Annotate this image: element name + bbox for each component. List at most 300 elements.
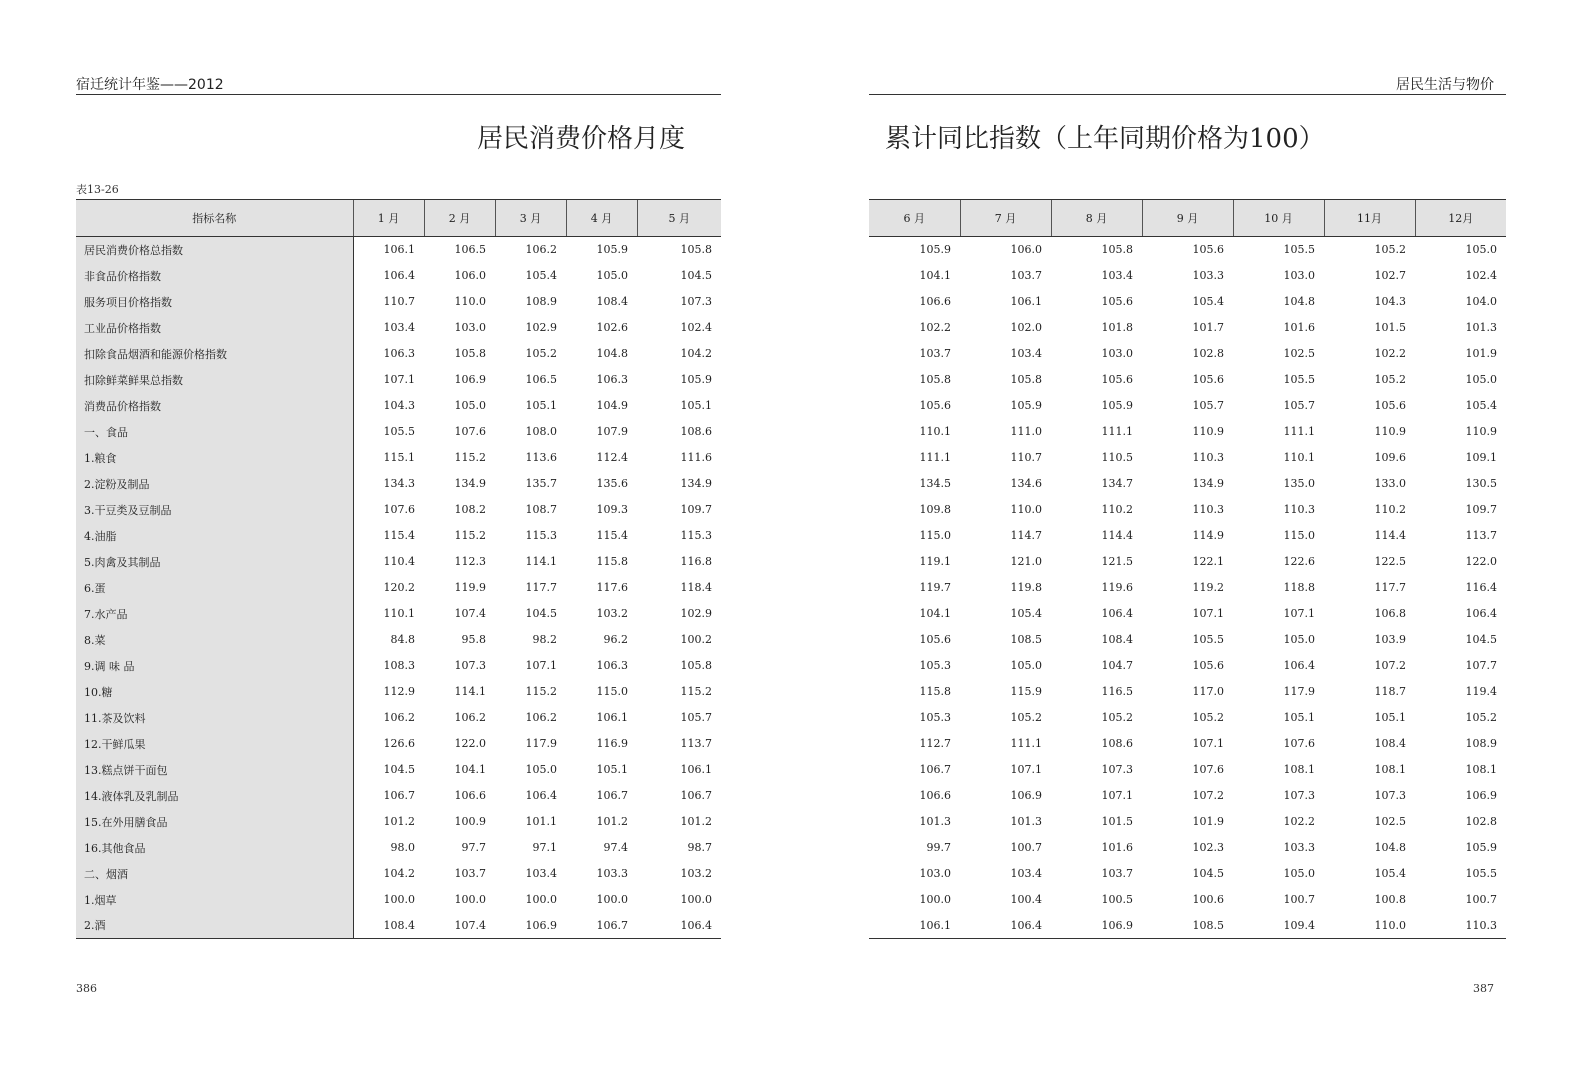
- table-cell: 104.3: [383, 399, 415, 412]
- table-row: [76, 471, 721, 497]
- table-cell: 105.0: [454, 399, 486, 412]
- table-cell: 101.7: [1192, 321, 1224, 334]
- table-cell: 102.0: [1010, 321, 1042, 334]
- table-cell: 97.4: [603, 841, 628, 854]
- table-cell: 111.1: [1283, 425, 1315, 438]
- table-cell: 108.5: [1142, 913, 1233, 939]
- table-cell: 119.1: [919, 555, 951, 568]
- column-header-month: 5 月: [637, 200, 721, 237]
- table-cell: 104.5: [383, 763, 415, 776]
- table-cell: 105.9: [680, 373, 712, 386]
- table-row: [76, 237, 721, 263]
- table-cell: 107.6: [383, 503, 415, 516]
- column-header-month: 7 月: [960, 200, 1051, 237]
- table-cell: 107.6: [454, 425, 486, 438]
- cpi-table-left: [76, 199, 721, 939]
- table-cell: 134.9: [1192, 477, 1224, 490]
- table-cell: 105.5: [1283, 243, 1315, 257]
- table-cell: 107.9: [596, 425, 628, 438]
- table-row: [76, 705, 721, 731]
- table-row: [869, 549, 1506, 575]
- table-cell: 105.3: [919, 711, 951, 724]
- table-cell: 115.4: [383, 529, 415, 542]
- table-cell: 109.8: [919, 503, 951, 516]
- table-cell: 103.3: [1192, 269, 1224, 282]
- table-cell: 105.1: [525, 399, 557, 412]
- table-row: [869, 471, 1506, 497]
- table-cell: 106.7: [919, 763, 951, 776]
- table-row: [869, 263, 1506, 289]
- table-cell: 117.9: [1283, 685, 1315, 698]
- table-cell: 105.0: [1283, 867, 1315, 880]
- table-cell: 119.9: [454, 581, 486, 594]
- table-cell: 100.0: [919, 893, 951, 906]
- right-page: [793, 0, 1587, 1077]
- table-cell: 106.2: [454, 711, 486, 724]
- table-cell: 100.9: [454, 815, 486, 828]
- header-rule-left: [76, 94, 721, 95]
- table-cell: 104.0: [1465, 295, 1497, 308]
- table-cell: 107.7: [1465, 659, 1497, 672]
- table-cell: 107.1: [525, 659, 557, 672]
- table-cell: 105.2: [1192, 711, 1224, 724]
- table-cell: 106.7: [680, 789, 712, 802]
- table-cell: 101.8: [1101, 321, 1133, 334]
- table-cell: 103.7: [1010, 269, 1042, 282]
- table-row: [869, 731, 1506, 757]
- table-row: [869, 809, 1506, 835]
- table-row: [76, 757, 721, 783]
- table-row: [869, 601, 1506, 627]
- table-row: [869, 315, 1506, 341]
- table-cell: 108.6: [680, 425, 712, 438]
- table-cell: 135.6: [596, 477, 628, 490]
- table-cell: 110.3: [1192, 451, 1224, 464]
- table-cell: 100.7: [1010, 841, 1042, 854]
- row-label: 工业品价格指数: [76, 315, 353, 341]
- table-cell: 111.1: [919, 451, 951, 464]
- left-page: [0, 0, 793, 1077]
- table-cell: 102.9: [525, 321, 557, 334]
- table-cell: 101.9: [1465, 347, 1497, 360]
- table-cell: 103.3: [596, 867, 628, 880]
- row-label: 15.在外用膳食品: [76, 809, 353, 835]
- table-cell: 106.9: [495, 913, 566, 939]
- table-cell: 100.0: [596, 893, 628, 906]
- table-cell: 105.6: [1192, 659, 1224, 672]
- table-cell: 106.1: [383, 243, 415, 257]
- table-cell: 115.2: [454, 529, 486, 542]
- table-cell: 99.7: [926, 841, 951, 854]
- table-cell: 120.2: [383, 581, 415, 594]
- table-cell: 117.7: [525, 581, 557, 594]
- table-cell: 101.3: [1010, 815, 1042, 828]
- row-label: 10.糖: [76, 679, 353, 705]
- row-label: 2.淀粉及制品: [76, 471, 353, 497]
- table-cell: 108.4: [353, 913, 424, 939]
- table-cell: 121.5: [1101, 555, 1133, 568]
- table-cell: 112.3: [454, 555, 486, 568]
- table-row: [869, 393, 1506, 419]
- table-row: [869, 653, 1506, 679]
- table-cell: 103.9: [1374, 633, 1406, 646]
- table-row: [869, 523, 1506, 549]
- table-cell: 97.1: [532, 841, 557, 854]
- table-cell: 104.1: [454, 763, 486, 776]
- table-row: [76, 653, 721, 679]
- table-cell: 110.3: [1283, 503, 1315, 516]
- table-cell: 105.8: [680, 243, 712, 257]
- table-cell: 105.2: [1374, 373, 1406, 386]
- table-cell: 105.0: [1010, 659, 1042, 672]
- table-cell: 104.1: [919, 607, 951, 620]
- table-cell: 101.1: [525, 815, 557, 828]
- table-row: [76, 835, 721, 861]
- table-number: 表13-26: [76, 183, 119, 196]
- table-cell: 101.3: [1465, 321, 1497, 334]
- table-cell: 100.8: [1374, 893, 1406, 906]
- table-cell: 107.3: [1283, 789, 1315, 802]
- table-cell: 107.3: [680, 295, 712, 308]
- table-cell: 105.5: [383, 425, 415, 438]
- table-cell: 105.6: [1101, 373, 1133, 386]
- table-cell: 106.4: [637, 913, 721, 939]
- table-cell: 103.7: [919, 347, 951, 360]
- table-cell: 105.6: [919, 633, 951, 646]
- table-row: [869, 445, 1506, 471]
- row-label: 13.糕点饼干面包: [76, 757, 353, 783]
- table-cell: 106.7: [596, 789, 628, 802]
- table-cell: 103.2: [680, 867, 712, 880]
- row-label: 消费品价格指数: [76, 393, 353, 419]
- header-rule-right: [869, 94, 1506, 95]
- table-cell: 100.0: [383, 893, 415, 906]
- table-cell: 105.4: [1010, 607, 1042, 620]
- table-row: [76, 419, 721, 445]
- table-row: [869, 861, 1506, 887]
- table-cell: 104.2: [680, 347, 712, 360]
- table-cell: 106.4: [1465, 607, 1497, 620]
- table-cell: 109.7: [680, 503, 712, 516]
- table-cell: 106.6: [454, 789, 486, 802]
- table-cell: 103.7: [454, 867, 486, 880]
- table-cell: 106.9: [454, 373, 486, 386]
- table-cell: 122.5: [1374, 555, 1406, 568]
- row-label: 服务项目价格指数: [76, 289, 353, 315]
- table-cell: 102.2: [919, 321, 951, 334]
- table-cell: 106.1: [869, 913, 960, 939]
- table-cell: 106.4: [1101, 607, 1133, 620]
- table-cell: 117.9: [525, 737, 557, 750]
- table-cell: 105.9: [919, 243, 951, 257]
- table-cell: 108.4: [1374, 737, 1406, 750]
- row-label: 9.调 味 品: [76, 653, 353, 679]
- table-row: [869, 627, 1506, 653]
- table-cell: 108.2: [454, 503, 486, 516]
- table-cell: 104.1: [919, 269, 951, 282]
- table-cell: 105.2: [525, 347, 557, 360]
- table-row: [869, 419, 1506, 445]
- table-cell: 105.9: [1465, 841, 1497, 854]
- table-cell: 134.3: [383, 477, 415, 490]
- table-cell: 110.0: [1010, 503, 1042, 516]
- table-cell: 105.1: [680, 399, 712, 412]
- table-cell: 107.1: [1101, 789, 1133, 802]
- table-cell: 101.5: [1374, 321, 1406, 334]
- table-cell: 105.1: [1374, 711, 1406, 724]
- table-row: [76, 861, 721, 887]
- table-cell: 106.7: [383, 789, 415, 802]
- table-cell: 119.2: [1192, 581, 1224, 594]
- column-header-month: 10 月: [1233, 200, 1324, 237]
- table-cell: 100.4: [1010, 893, 1042, 906]
- table-cell: 106.4: [960, 913, 1051, 939]
- table-cell: 119.7: [919, 581, 951, 594]
- row-label: 4.油脂: [76, 523, 353, 549]
- table-cell: 100.5: [1101, 893, 1133, 906]
- table-cell: 103.0: [919, 867, 951, 880]
- row-label: 居民消费价格总指数: [76, 237, 353, 263]
- table-cell: 106.5: [525, 373, 557, 386]
- table-cell: 102.6: [596, 321, 628, 334]
- table-cell: 106.2: [525, 243, 557, 257]
- table-cell: 106.1: [680, 763, 712, 776]
- table-cell: 121.0: [1010, 555, 1042, 568]
- table-row: [869, 575, 1506, 601]
- row-label: 2.酒: [76, 913, 353, 939]
- row-label: 3.干豆类及豆制品: [76, 497, 353, 523]
- table-cell: 106.5: [454, 243, 486, 257]
- table-cell: 116.8: [680, 555, 712, 568]
- table-cell: 106.0: [454, 269, 486, 282]
- table-cell: 108.9: [1465, 737, 1497, 750]
- table-cell: 105.1: [1283, 711, 1315, 724]
- page-number-right: 387: [1473, 982, 1494, 995]
- table-cell: 101.3: [919, 815, 951, 828]
- row-label: 14.液体乳及乳制品: [76, 783, 353, 809]
- table-cell: 105.0: [1465, 373, 1497, 386]
- table-cell: 108.4: [1101, 633, 1133, 646]
- table-cell: 105.6: [1192, 373, 1224, 386]
- table-cell: 115.2: [525, 685, 557, 698]
- table-cell: 115.0: [596, 685, 628, 698]
- table-cell: 115.8: [919, 685, 951, 698]
- table-cell: 103.0: [454, 321, 486, 334]
- table-cell: 118.8: [1283, 581, 1315, 594]
- table-header-row: [76, 200, 721, 237]
- table-row: [76, 289, 721, 315]
- table-cell: 110.1: [919, 425, 951, 438]
- table-cell: 105.2: [1465, 711, 1497, 724]
- table-cell: 108.0: [525, 425, 557, 438]
- table-cell: 116.5: [1101, 685, 1133, 698]
- table-cell: 105.2: [1374, 243, 1406, 257]
- table-cell: 115.0: [1283, 529, 1315, 542]
- table-row: [76, 497, 721, 523]
- row-label: 非食品价格指数: [76, 263, 353, 289]
- table-cell: 111.1: [1010, 737, 1042, 750]
- table-cell: 100.0: [525, 893, 557, 906]
- table-cell: 104.3: [1374, 295, 1406, 308]
- table-cell: 111.1: [1101, 425, 1133, 438]
- table-cell: 104.8: [596, 347, 628, 360]
- table-cell: 122.0: [454, 737, 486, 750]
- table-cell: 103.4: [1101, 269, 1133, 282]
- table-cell: 114.1: [454, 685, 486, 698]
- table-cell: 110.0: [1324, 913, 1415, 939]
- table-cell: 105.8: [1101, 243, 1133, 257]
- table-cell: 114.7: [1010, 529, 1042, 542]
- table-row: [869, 237, 1506, 263]
- table-cell: 109.4: [1233, 913, 1324, 939]
- row-label: 扣除食品烟酒和能源价格指数: [76, 341, 353, 367]
- table-cell: 106.9: [1465, 789, 1497, 802]
- table-row: [76, 315, 721, 341]
- table-cell: 106.4: [383, 269, 415, 282]
- row-label: 扣除鲜菜鲜果总指数: [76, 367, 353, 393]
- table-cell: 122.6: [1283, 555, 1315, 568]
- table-cell: 105.2: [1101, 711, 1133, 724]
- table-cell: 106.1: [596, 711, 628, 724]
- table-cell: 108.1: [1465, 763, 1497, 776]
- row-label: 二、烟酒: [76, 861, 353, 887]
- table-row: [76, 445, 721, 471]
- table-cell: 102.8: [1465, 815, 1497, 828]
- table-cell: 100.2: [680, 633, 712, 646]
- table-cell: 112.7: [919, 737, 951, 750]
- table-cell: 105.0: [1283, 633, 1315, 646]
- table-cell: 104.5: [525, 607, 557, 620]
- table-cell: 103.4: [1010, 867, 1042, 880]
- running-head-right: 居民生活与物价: [1396, 77, 1494, 93]
- table-cell: 126.6: [383, 737, 415, 750]
- table-row: [76, 523, 721, 549]
- table-cell: 107.4: [454, 607, 486, 620]
- table-row: [76, 341, 721, 367]
- table-cell: 134.5: [919, 477, 951, 490]
- table-cell: 113.6: [525, 451, 557, 464]
- table-cell: 108.1: [1283, 763, 1315, 776]
- table-cell: 105.8: [680, 659, 712, 672]
- table-cell: 111.6: [680, 451, 712, 464]
- table-title-right: 累计同比指数（上年同期价格为100）: [885, 124, 1325, 154]
- table-cell: 115.8: [596, 555, 628, 568]
- table-cell: 106.3: [596, 659, 628, 672]
- table-cell: 103.4: [525, 867, 557, 880]
- table-cell: 104.8: [1283, 295, 1315, 308]
- table-row: [869, 783, 1506, 809]
- table-row: [76, 913, 721, 939]
- table-cell: 102.4: [680, 321, 712, 334]
- table-cell: 101.6: [1101, 841, 1133, 854]
- table-cell: 106.0: [1010, 243, 1042, 257]
- table-cell: 108.5: [1010, 633, 1042, 646]
- table-cell: 105.8: [919, 373, 951, 386]
- table-cell: 110.1: [383, 607, 415, 620]
- table-row: [869, 289, 1506, 315]
- table-cell: 108.6: [1101, 737, 1133, 750]
- table-cell: 105.6: [1374, 399, 1406, 412]
- row-label: 7.水产品: [76, 601, 353, 627]
- table-cell: 105.9: [596, 243, 628, 257]
- cpi-table-right: [869, 199, 1506, 939]
- table-cell: 110.9: [1192, 425, 1224, 438]
- table-cell: 112.9: [383, 685, 415, 698]
- table-cell: 100.0: [454, 893, 486, 906]
- table-cell: 105.3: [919, 659, 951, 672]
- table-cell: 117.7: [1374, 581, 1406, 594]
- table-cell: 115.2: [680, 685, 712, 698]
- table-row: [76, 627, 721, 653]
- table-cell: 100.7: [1283, 893, 1315, 906]
- table-cell: 118.7: [1374, 685, 1406, 698]
- table-cell: 104.5: [1192, 867, 1224, 880]
- table-cell: 106.2: [525, 711, 557, 724]
- table-cell: 116.9: [596, 737, 628, 750]
- table-cell: 100.0: [680, 893, 712, 906]
- table-row: [76, 575, 721, 601]
- table-cell: 107.2: [1374, 659, 1406, 672]
- table-cell: 105.6: [919, 399, 951, 412]
- table-cell: 135.7: [525, 477, 557, 490]
- column-header-month: 4 月: [566, 200, 637, 237]
- table-row: [869, 835, 1506, 861]
- column-header-month: 2 月: [424, 200, 495, 237]
- table-cell: 107.1: [383, 373, 415, 386]
- table-cell: 116.4: [1465, 581, 1497, 594]
- table-cell: 101.9: [1192, 815, 1224, 828]
- table-cell: 105.6: [1101, 295, 1133, 308]
- table-cell: 107.3: [1101, 763, 1133, 776]
- table-cell: 110.7: [1010, 451, 1042, 464]
- row-label: 5.肉禽及其制品: [76, 549, 353, 575]
- table-cell: 110.5: [1101, 451, 1133, 464]
- table-cell: 134.6: [1010, 477, 1042, 490]
- table-row: [76, 367, 721, 393]
- row-label: 8.菜: [76, 627, 353, 653]
- table-cell: 110.0: [454, 295, 486, 308]
- table-cell: 98.2: [532, 633, 557, 646]
- table-cell: 106.8: [1374, 607, 1406, 620]
- table-cell: 107.3: [1374, 789, 1406, 802]
- table-row: [869, 679, 1506, 705]
- table-cell: 103.7: [1101, 867, 1133, 880]
- table-cell: 110.4: [383, 555, 415, 568]
- table-cell: 105.4: [1192, 295, 1224, 308]
- table-cell: 115.2: [454, 451, 486, 464]
- table-cell: 107.1: [1192, 737, 1224, 750]
- table-cell: 107.1: [1283, 607, 1315, 620]
- table-cell: 104.2: [383, 867, 415, 880]
- table-cell: 107.1: [1010, 763, 1042, 776]
- column-header-month: 8 月: [1051, 200, 1142, 237]
- table-cell: 105.8: [454, 347, 486, 360]
- table-cell: 106.3: [596, 373, 628, 386]
- table-cell: 102.5: [1283, 347, 1315, 360]
- table-cell: 101.6: [1283, 321, 1315, 334]
- table-cell: 104.8: [1374, 841, 1406, 854]
- table-cell: 105.1: [596, 763, 628, 776]
- column-header-month: 12月: [1415, 200, 1506, 237]
- table-cell: 110.9: [1465, 425, 1497, 438]
- table-cell: 105.7: [680, 711, 712, 724]
- table-cell: 96.2: [603, 633, 628, 646]
- table-cell: 103.4: [1010, 347, 1042, 360]
- row-label: 1.烟草: [76, 887, 353, 913]
- table-row: [76, 887, 721, 913]
- table-cell: 101.5: [1101, 815, 1133, 828]
- table-cell: 105.6: [1192, 243, 1224, 257]
